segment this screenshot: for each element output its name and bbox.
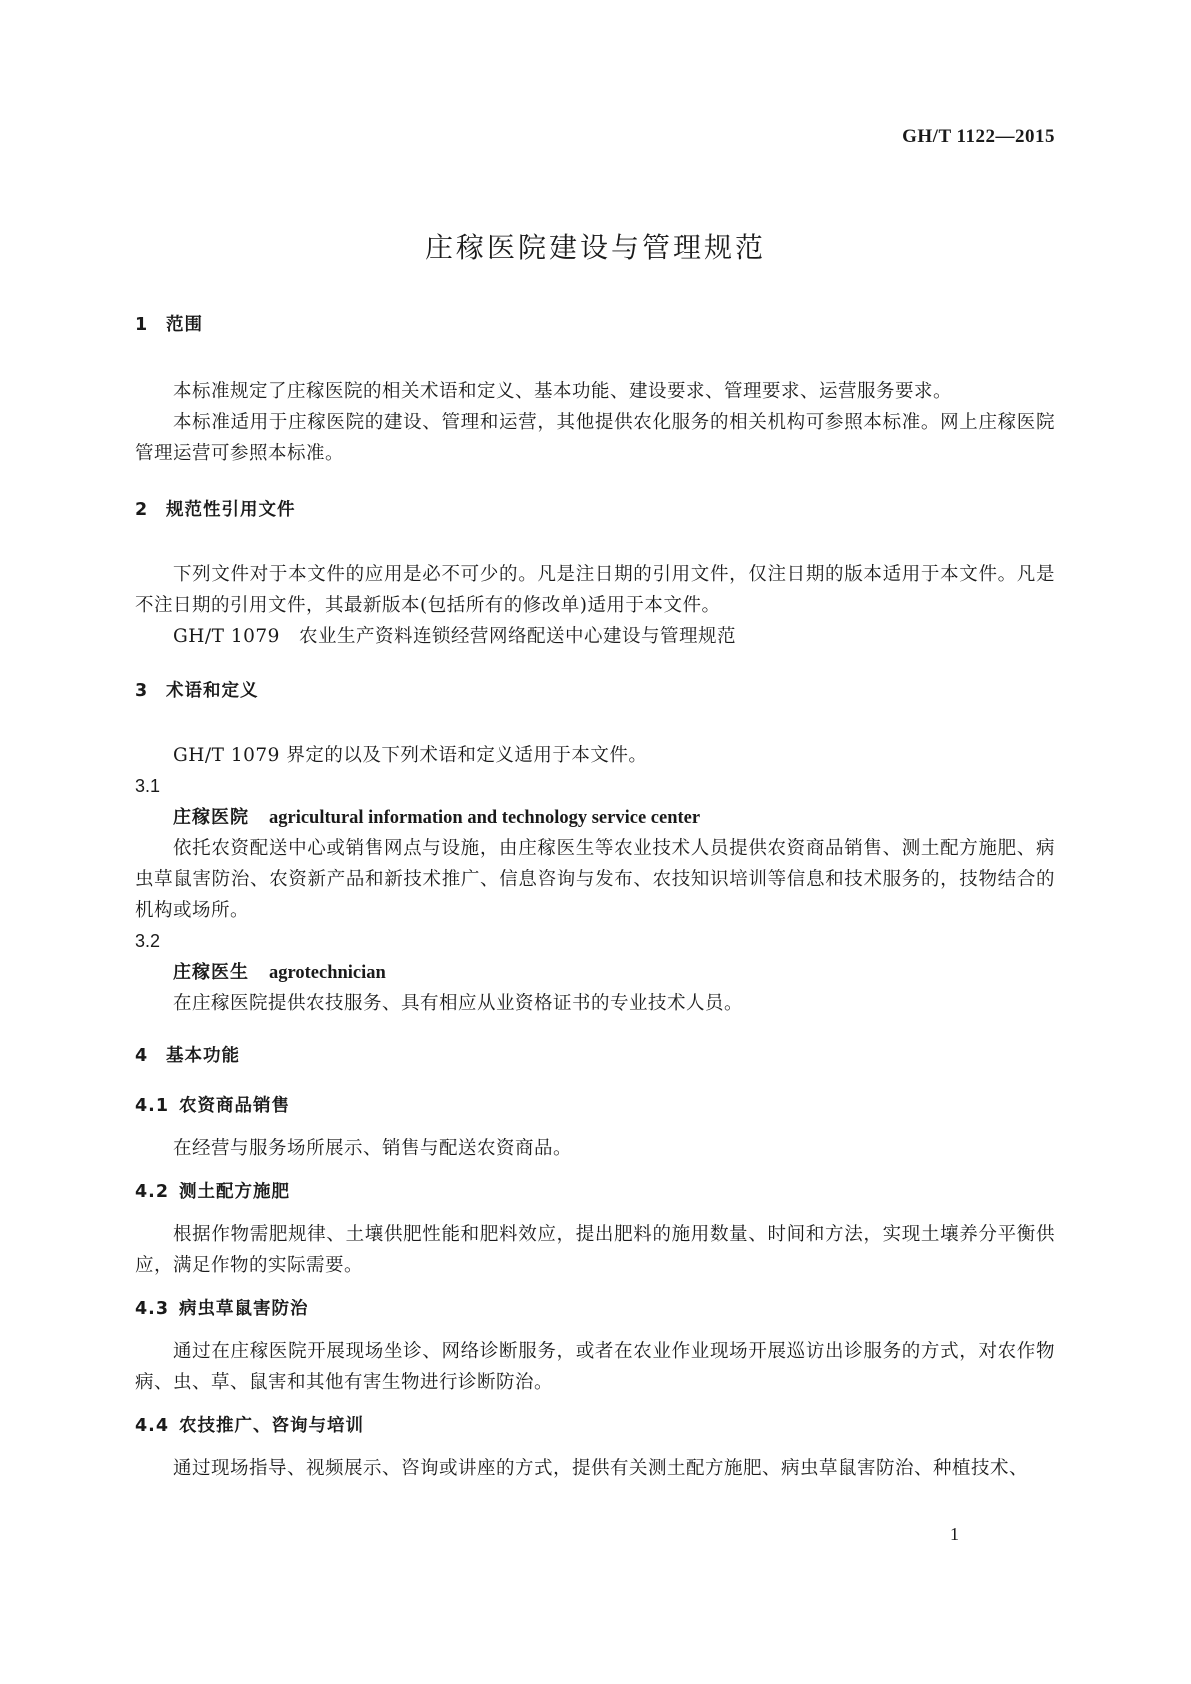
subsection-number: 4.1: [135, 1096, 170, 1116]
paragraph: 通过在庄稼医院开展现场坐诊、网络诊断服务，或者在农业作业现场开展巡访出诊服务的方式，对农作物病、虫、草、鼠害和其他有害生物进行诊断防治。: [135, 1341, 1055, 1393]
section-1-heading: [135, 310, 1055, 340]
subsection-title: 病虫草鼠害防治: [179, 1299, 309, 1319]
paragraph: 在经营与服务场所展示、销售与配送农资商品。: [173, 1138, 573, 1159]
section-number: 2: [135, 500, 149, 520]
section-number: 3: [135, 681, 149, 701]
subsection-title: 测土配方施肥: [179, 1182, 290, 1202]
section-title: 范围: [166, 315, 203, 335]
section-number: 1: [135, 315, 149, 335]
section-4-heading: [135, 1041, 1055, 1071]
section-title: 规范性引用文件: [166, 500, 296, 520]
term-number: 3.2: [135, 931, 161, 951]
section-title: 基本功能: [166, 1046, 240, 1066]
subsection-4-2-heading: [135, 1177, 1055, 1207]
term-definition: 在庄稼医院提供农技服务、具有相应从业资格证书的专业技术人员。: [173, 993, 744, 1014]
section-title: 术语和定义: [166, 681, 259, 701]
section-number: 4: [135, 1046, 149, 1066]
subsection-4-3-heading: [135, 1294, 1055, 1324]
paragraph: GH/T 1079 界定的以及下列术语和定义适用于本文件。: [173, 745, 648, 766]
paragraph: 通过现场指导、视频展示、咨询或讲座的方式，提供有关测土配方施肥、病虫草鼠害防治、种植技术、: [173, 1458, 1029, 1479]
term-english: agrotechnician: [269, 963, 386, 983]
section-3-heading: [135, 676, 1055, 706]
term-chinese: 庄稼医生: [173, 962, 249, 983]
term-english: agricultural information and technology service center: [269, 808, 701, 828]
page-number: 1: [950, 1524, 959, 1544]
paragraph: 本标准适用于庄稼医院的建设、管理和运营，其他提供农化服务的相关机构可参照本标准。网上庄稼医院管理运营可参照本标准。: [135, 412, 1055, 464]
document-body: [135, 310, 1055, 1484]
term-entry: [135, 957, 1055, 988]
normative-reference: GH/T 1079 农业生产资料连锁经营网络配送中心建设与管理规范: [173, 626, 736, 647]
subsection-number: 4.4: [135, 1416, 170, 1436]
document-title: 庄稼医院建设与管理规范: [424, 231, 766, 264]
paragraph: 本标准规定了庄稼医院的相关术语和定义、基本功能、建设要求、管理要求、运营服务要求。: [173, 381, 953, 402]
subsection-title: 农资商品销售: [179, 1096, 290, 1116]
term-number: 3.1: [135, 776, 161, 796]
subsection-title: 农技推广、咨询与培训: [179, 1416, 364, 1436]
subsection-number: 4.2: [135, 1182, 170, 1202]
term-definition: 依托农资配送中心或销售网点与设施，由庄稼医生等农业技术人员提供农资商品销售、测土配方施肥、病虫草鼠害防治、农资新产品和新技术推广、信息咨询与发布、农技知识培训等信息和技术服务的，技物结合的机构或场所。: [135, 838, 1055, 921]
paragraph: 根据作物需肥规律、土壤供肥性能和肥料效应，提出肥料的施用数量、时间和方法，实现土壤养分平衡供应，满足作物的实际需要。: [135, 1224, 1055, 1276]
term-chinese: 庄稼医院: [173, 807, 249, 828]
standard-code: GH/T 1122—2015: [902, 126, 1055, 147]
paragraph: 下列文件对于本文件的应用是必不可少的。凡是注日期的引用文件，仅注日期的版本适用于本文件。凡是不注日期的引用文件，其最新版本(包括所有的修改单)适用于本文件。: [135, 564, 1055, 616]
subsection-4-4-heading: [135, 1411, 1055, 1441]
term-entry: [135, 802, 1055, 833]
section-2-heading: [135, 495, 1055, 525]
subsection-number: 4.3: [135, 1299, 170, 1319]
subsection-4-1-heading: [135, 1091, 1055, 1121]
